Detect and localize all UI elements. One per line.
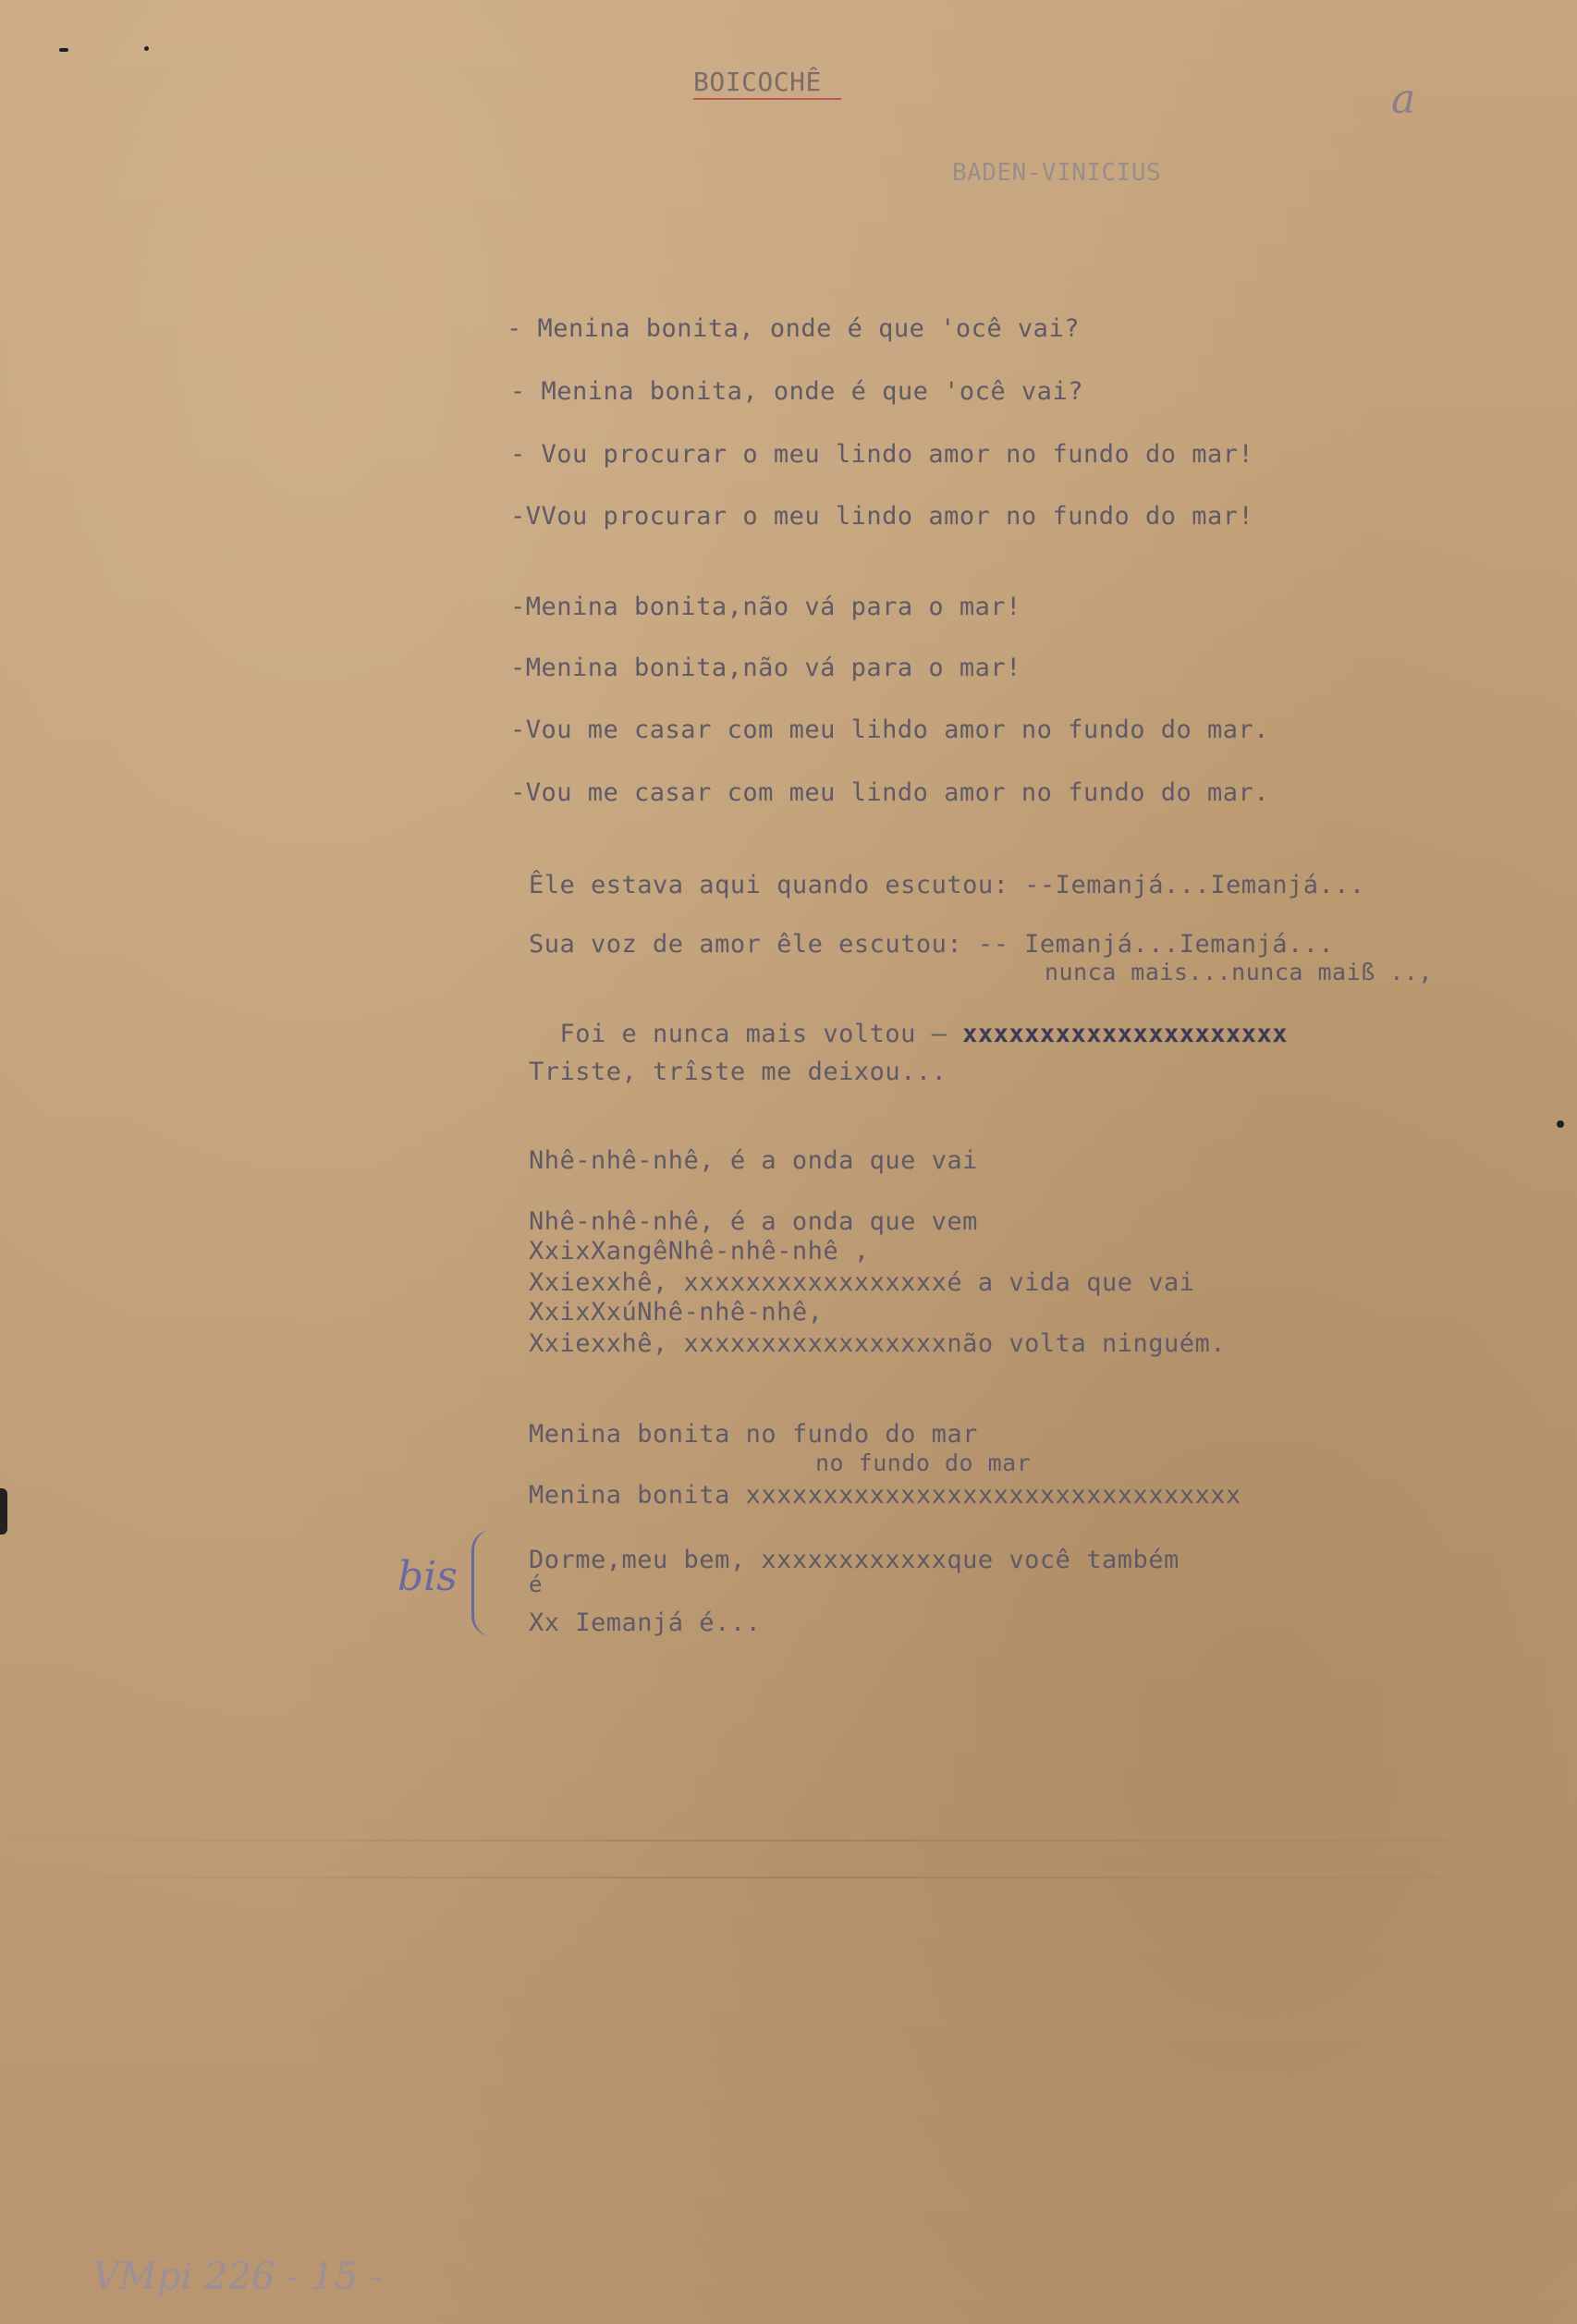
lyric-line: -VVou procurar o meu lindo amor no fundo do mar! <box>510 502 1254 531</box>
lyric-line: -Menina bonita,não vá para o mar! <box>510 593 1021 621</box>
lyric-line: Triste, trîste me deixou... <box>529 1058 947 1086</box>
lyric-line: XxixXxúNhê-nhê-nhê, <box>529 1298 824 1327</box>
lyric-line: Dorme,meu bem, xxxxxxxxxxxxque você também <box>529 1546 1180 1574</box>
lyric-line: Êle estava aqui quando escutou: --Iemanjá...Iemanjá... <box>529 871 1365 899</box>
handwritten-annotation: a <box>1391 76 1416 123</box>
lyric-line: Nhê-nhê-nhê, é a onda que vem <box>529 1207 978 1236</box>
paper-crease <box>0 1840 1577 1841</box>
song-title: BOICOCHÊ <box>693 67 822 97</box>
lyric-line: - Vou procurar o meu lindo amor no fundo do mar! <box>510 440 1254 469</box>
lyric-line: Xx Iemanjá é... <box>529 1608 762 1637</box>
ink-spot <box>59 48 68 52</box>
paper-crease <box>0 1877 1577 1878</box>
lyric-text: Foi e nunca mais voltou — <box>559 1020 963 1048</box>
lyric-line: Nhê-nhê-nhê, é a onda que vai <box>529 1146 978 1175</box>
bis-annotation: bis <box>397 1553 458 1600</box>
struck-out-text: xxxxxxxxxxxxxxxxxxxxx <box>962 1020 1289 1048</box>
lyric-line: Xxiexxhê, xxxxxxxxxxxxxxxxxé a vida que vai <box>529 1268 1195 1297</box>
ink-spot <box>144 46 149 51</box>
song-authors: BADEN-VINICIUS <box>952 159 1162 187</box>
ink-spot <box>1557 1120 1564 1128</box>
lyric-line-insertion: no fundo do mar <box>815 1449 1032 1476</box>
lyric-line: -Menina bonita,não vá para o mar! <box>510 654 1021 682</box>
lyric-line: Sua voz de amor êle escutou: -- Iemanjá...Iemanjá... <box>529 930 1335 959</box>
lyric-line: -Vou me casar com meu lihdo amor no fundo do mar. <box>510 716 1270 744</box>
lyric-line: Xxiexxhê, xxxxxxxxxxxxxxxxxnão volta ninguém. <box>529 1329 1226 1358</box>
lyric-line: - Menina bonita, onde é que 'ocê vai? <box>510 377 1083 406</box>
lyric-line-insertion: nunca mais...nunca maiß .., <box>1045 959 1433 985</box>
bis-bracket <box>471 1530 500 1636</box>
lyric-line: Menina bonita xxxxxxxxxxxxxxxxxxxxxxxxxxxxxxxx <box>529 1481 1241 1510</box>
lyric-line: Menina bonita no fundo do mar <box>529 1420 978 1449</box>
title-underline <box>693 98 841 100</box>
lyric-line-insertion: é <box>529 1572 543 1597</box>
lyric-line: - Menina bonita, onde é que 'ocê vai? <box>507 314 1080 343</box>
lyric-line: -Vou me casar com meu lindo amor no fundo do mar. <box>510 778 1270 807</box>
lyric-line <box>529 991 1288 1048</box>
archive-number: VMpi 226 - 15 - <box>92 2256 383 2298</box>
torn-edge-mark <box>0 1488 7 1535</box>
lyric-line: XxixXangêNhê-nhê-nhê , <box>529 1237 870 1266</box>
